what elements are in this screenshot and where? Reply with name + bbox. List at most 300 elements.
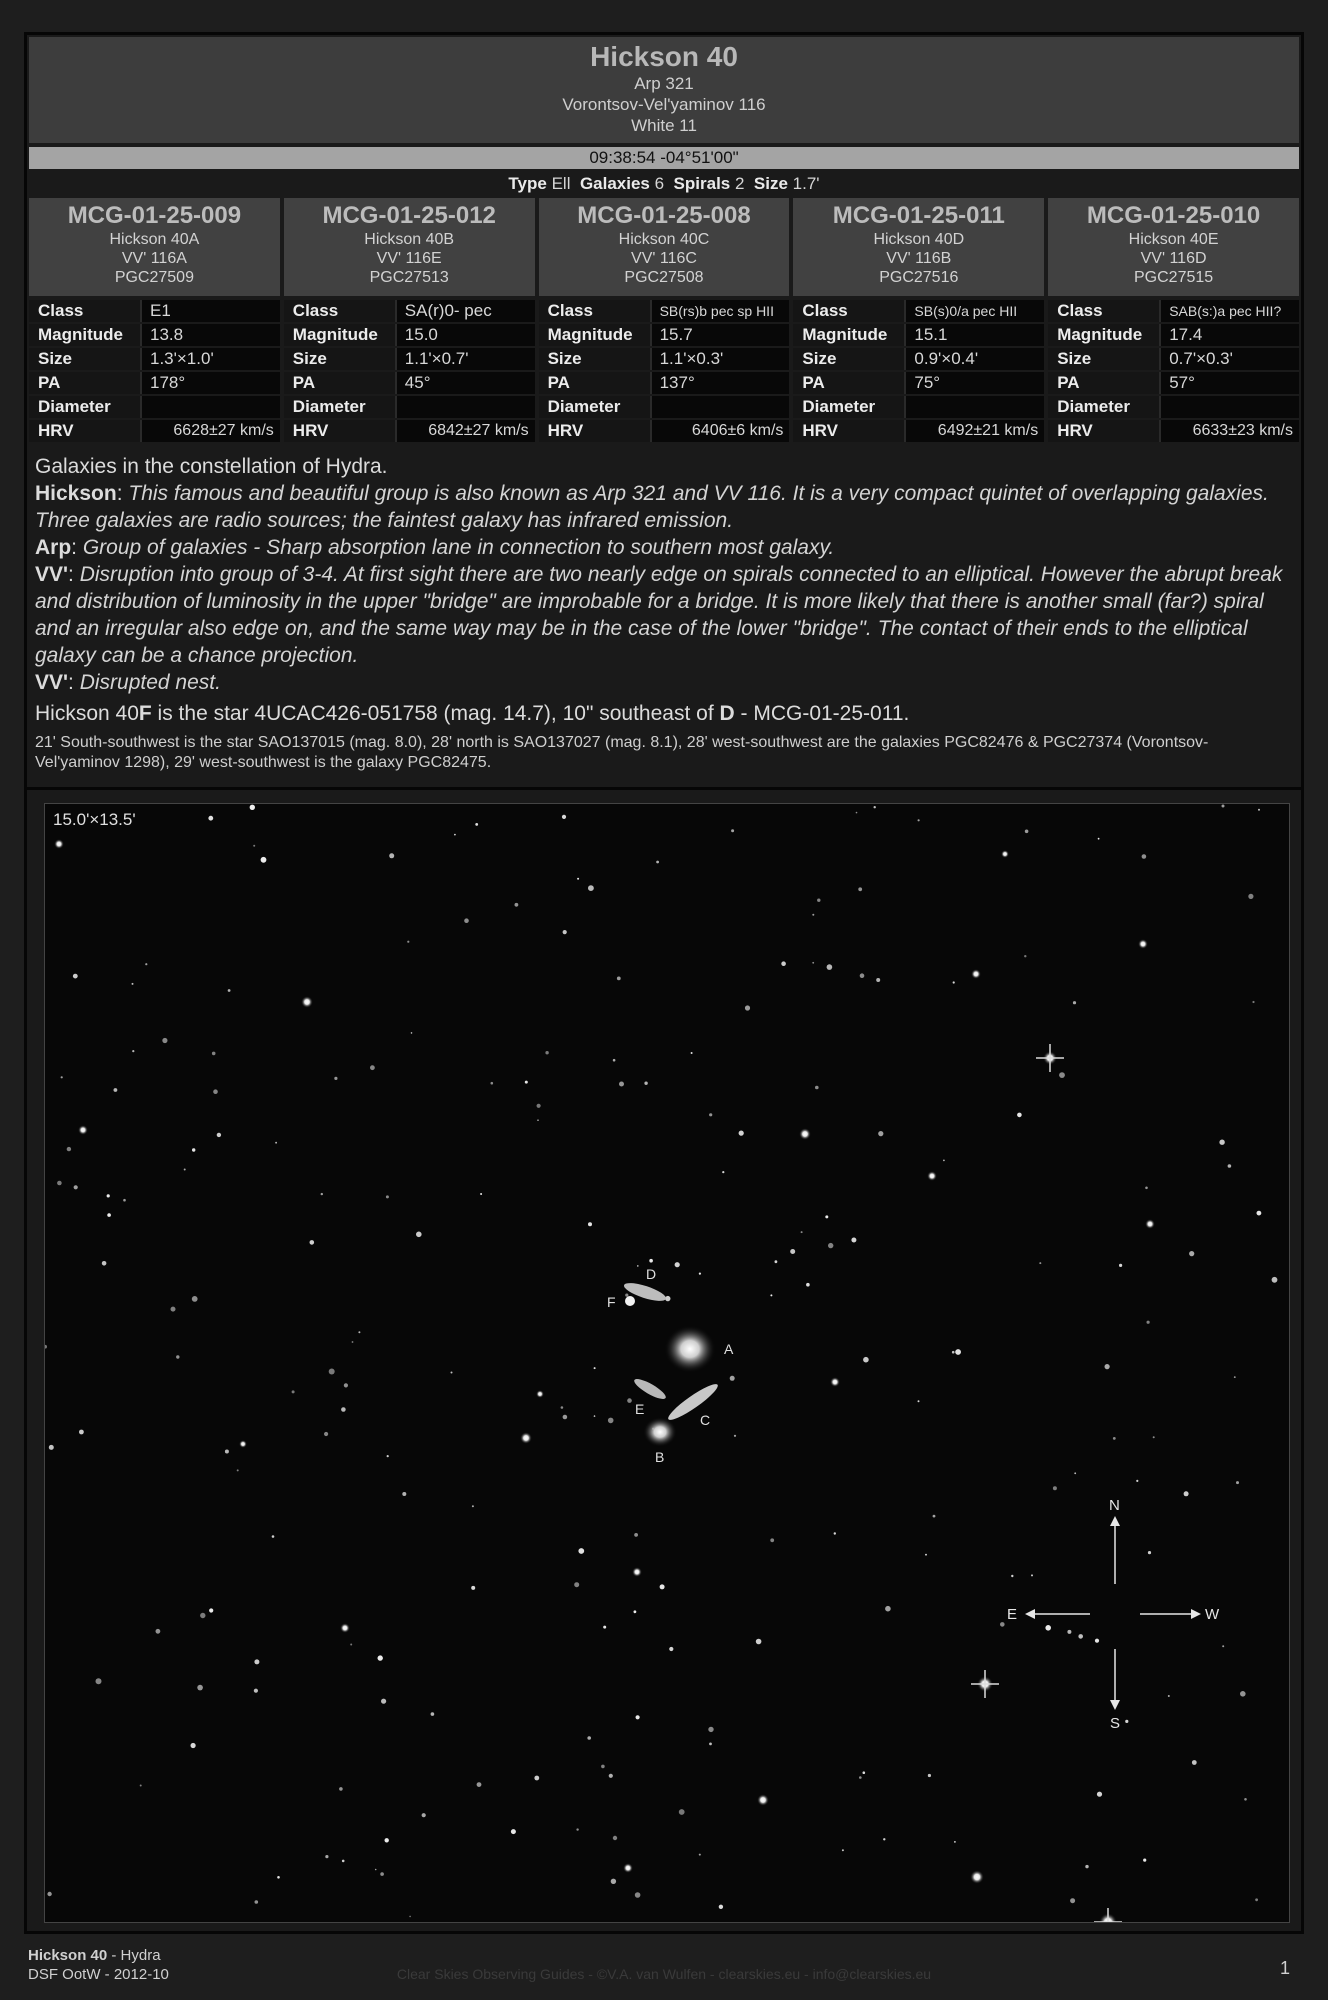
footer-object-name: Hickson 40 xyxy=(28,1947,108,1964)
star xyxy=(1222,1645,1224,1647)
star xyxy=(970,1870,984,1884)
star xyxy=(801,1231,803,1233)
star xyxy=(334,1077,337,1080)
star xyxy=(708,1727,713,1732)
star xyxy=(107,1194,110,1197)
galaxies-value: 6 xyxy=(654,174,665,193)
star xyxy=(799,1128,811,1140)
arp-text: Group of galaxies - Sharp absorption lane in connection to southern most galaxy. xyxy=(82,536,835,559)
star xyxy=(719,1905,723,1909)
star xyxy=(874,806,876,808)
star xyxy=(197,1685,203,1691)
star xyxy=(1222,805,1225,808)
star xyxy=(1255,1898,1258,1901)
hrv-label: HRV xyxy=(539,420,652,442)
star xyxy=(699,1854,701,1856)
star xyxy=(385,1838,389,1842)
star xyxy=(471,1586,475,1590)
star-f-image xyxy=(625,1296,635,1306)
galaxy-b-image xyxy=(643,1417,677,1447)
class-label: Class xyxy=(29,300,142,322)
star xyxy=(883,1838,885,1840)
magnitude-value: 15.1 xyxy=(906,324,1044,346)
star xyxy=(609,1774,613,1778)
galaxy-properties xyxy=(29,300,280,442)
label-d: D xyxy=(646,1266,657,1282)
size-label: Size xyxy=(753,174,788,193)
class-label: Class xyxy=(1048,300,1161,322)
star xyxy=(1257,1211,1262,1216)
star xyxy=(928,1774,931,1777)
size-value: 1.7' xyxy=(792,174,820,193)
magnitude-label: Magnitude xyxy=(539,324,652,346)
galaxy-column xyxy=(539,198,790,450)
star xyxy=(1272,1277,1278,1283)
star xyxy=(574,1582,579,1587)
star xyxy=(756,1639,762,1645)
star xyxy=(1085,1865,1088,1868)
star xyxy=(876,978,880,982)
hrv-label: HRV xyxy=(284,420,397,442)
star xyxy=(292,1390,295,1393)
star xyxy=(577,878,579,880)
star xyxy=(515,903,519,907)
star xyxy=(57,1181,62,1186)
star xyxy=(1053,1486,1057,1490)
star xyxy=(375,1869,377,1871)
star xyxy=(73,974,78,979)
galaxy-alias-vv: VV' 116E xyxy=(376,250,442,267)
size-value: 1.1'×0.7' xyxy=(397,348,535,370)
star xyxy=(1148,1551,1151,1554)
spirals-value: 2 xyxy=(734,174,745,193)
galaxy-header xyxy=(793,198,1044,296)
compass-e: E xyxy=(1007,1606,1018,1623)
vv-note-paragraph: VV': Disrupted nest. xyxy=(35,671,221,694)
star xyxy=(806,1283,810,1287)
magnitude-label: Magnitude xyxy=(1048,324,1161,346)
star xyxy=(863,1771,866,1774)
star xyxy=(1258,809,1260,811)
pa-label: PA xyxy=(29,372,142,394)
size-value: 0.7'×0.3' xyxy=(1161,348,1299,370)
star xyxy=(781,961,786,966)
star xyxy=(370,1065,375,1070)
star xyxy=(491,1082,494,1085)
pa-label: PA xyxy=(793,372,906,394)
size-label: Size xyxy=(284,348,397,370)
star xyxy=(324,1432,328,1436)
star xyxy=(431,1712,435,1716)
alias-white: White 11 xyxy=(631,116,697,135)
star xyxy=(472,1505,474,1507)
size-row xyxy=(539,348,790,370)
star xyxy=(731,829,734,832)
pa-value: 57° xyxy=(1161,372,1299,394)
star xyxy=(184,1169,186,1171)
f-note-letter: F xyxy=(138,702,152,725)
star xyxy=(1073,1001,1076,1004)
star xyxy=(675,1262,680,1267)
star xyxy=(635,1892,641,1898)
star xyxy=(321,1193,323,1195)
star xyxy=(691,1052,693,1054)
hrv-value: 6406±6 km/s xyxy=(652,420,790,442)
star xyxy=(381,1699,386,1704)
hrv-value: 6633±23 km/s xyxy=(1161,420,1299,442)
hrv-row xyxy=(284,420,535,442)
magnitude-label: Magnitude xyxy=(29,324,142,346)
star xyxy=(730,1376,735,1381)
galaxy-columns xyxy=(29,198,1299,450)
star xyxy=(255,1900,259,1904)
star xyxy=(709,1113,712,1116)
galaxy-alias-vv: VV' 116D xyxy=(1140,250,1207,267)
star xyxy=(409,1916,411,1918)
star xyxy=(613,1836,617,1840)
star xyxy=(1228,1164,1232,1168)
star xyxy=(588,1222,592,1226)
class-value: E1 xyxy=(142,300,280,322)
star xyxy=(722,1171,724,1173)
star xyxy=(955,1349,961,1355)
star xyxy=(1184,1491,1189,1496)
class-row xyxy=(1048,300,1299,322)
star xyxy=(329,1369,335,1375)
star xyxy=(830,1377,840,1387)
galaxy-name: MCG-01-25-010 xyxy=(1086,202,1261,229)
star xyxy=(625,1294,628,1297)
galaxy-header xyxy=(1048,198,1299,296)
star xyxy=(341,1407,346,1412)
star xyxy=(1024,955,1026,957)
star xyxy=(927,1171,937,1181)
star xyxy=(389,853,394,858)
star xyxy=(228,989,231,992)
magnitude-row xyxy=(29,324,280,346)
size-row xyxy=(793,348,1044,370)
star xyxy=(237,1469,239,1471)
star xyxy=(858,887,862,891)
footer-series: DSF OotW - 2012-10 xyxy=(28,1966,169,1983)
star xyxy=(416,1232,422,1238)
star xyxy=(1147,1321,1150,1324)
star xyxy=(637,1265,639,1267)
compass-n: N xyxy=(1109,1497,1120,1514)
star xyxy=(520,1432,532,1444)
galaxy-alias-hickson: Hickson 40D xyxy=(873,231,965,248)
star xyxy=(1017,1113,1022,1118)
star xyxy=(828,1243,833,1248)
star xyxy=(617,977,621,981)
star xyxy=(1138,939,1148,949)
magnitude-value: 15.7 xyxy=(652,324,790,346)
star xyxy=(1119,1264,1122,1267)
size-row xyxy=(1048,348,1299,370)
star xyxy=(588,885,594,891)
star xyxy=(380,1872,384,1876)
label-c: C xyxy=(700,1412,711,1428)
class-value: SAB(s:)a pec HII? xyxy=(1161,300,1299,322)
star xyxy=(254,1689,258,1693)
star xyxy=(669,1647,673,1651)
galaxy-alias-hickson: Hickson 40C xyxy=(618,231,710,248)
vv-note-label: VV' xyxy=(35,671,69,694)
hickson-paragraph: Hickson: This famous and beautiful group is also known as Arp 321 and VV 116. It is a very compact quintet of overlapping galaxies. Three galaxies are radio sources; the faintest galaxy has infrared emission. xyxy=(35,482,1269,532)
star xyxy=(387,1455,389,1457)
star xyxy=(1219,1140,1224,1145)
star xyxy=(563,930,567,934)
page-number: 1 xyxy=(1279,1958,1290,1978)
galaxy-alias-pgc: PGC27515 xyxy=(1134,269,1214,286)
star xyxy=(208,816,213,821)
magnitude-label: Magnitude xyxy=(284,324,397,346)
star xyxy=(45,1345,47,1349)
spirals-label: Spirals xyxy=(673,174,731,193)
star xyxy=(96,1678,102,1684)
star xyxy=(812,914,814,916)
class-row xyxy=(793,300,1044,322)
star xyxy=(1145,1187,1148,1190)
star xyxy=(386,1195,389,1198)
star xyxy=(511,1829,516,1834)
label-e: E xyxy=(635,1401,645,1417)
galaxy-name: MCG-01-25-008 xyxy=(577,202,751,229)
galaxy-column xyxy=(793,198,1044,450)
galaxy-properties xyxy=(793,300,1044,442)
star xyxy=(775,1260,778,1263)
hrv-value: 6628±27 km/s xyxy=(142,420,280,442)
vv-note-text: Disrupted nest. xyxy=(79,671,221,694)
star xyxy=(1097,1792,1102,1797)
section-divider xyxy=(27,787,1301,790)
star xyxy=(1240,1691,1246,1697)
star xyxy=(253,845,255,847)
pa-row xyxy=(539,372,790,394)
star xyxy=(739,1131,744,1136)
star xyxy=(1074,1472,1076,1474)
star xyxy=(325,1855,328,1858)
star xyxy=(587,1736,591,1740)
magnitude-row xyxy=(793,324,1044,346)
star xyxy=(310,1240,315,1245)
star xyxy=(611,1879,616,1884)
pa-value: 45° xyxy=(397,372,535,394)
star xyxy=(74,1185,78,1189)
star xyxy=(953,981,955,983)
star xyxy=(634,1610,637,1613)
star xyxy=(634,1533,638,1537)
star xyxy=(1153,1436,1155,1438)
star xyxy=(619,1082,624,1087)
star xyxy=(561,1406,564,1409)
star xyxy=(200,1613,205,1618)
compass-w: W xyxy=(1205,1606,1220,1623)
star xyxy=(918,819,920,821)
star xyxy=(192,1148,195,1151)
star xyxy=(1070,1898,1075,1903)
star xyxy=(562,815,566,819)
diameter-row xyxy=(1048,396,1299,418)
galaxy-header xyxy=(539,198,790,296)
coordinates-bar: 09:38:54 -04°51'00" xyxy=(29,147,1299,169)
star xyxy=(856,812,858,814)
type-label: Type xyxy=(508,174,547,193)
compass-s: S xyxy=(1110,1715,1121,1732)
star xyxy=(745,1005,750,1010)
star xyxy=(339,1787,343,1791)
hrv-row xyxy=(793,420,1044,442)
pa-value: 137° xyxy=(652,372,790,394)
star xyxy=(1189,1251,1194,1256)
arp-label: Arp xyxy=(35,536,72,559)
star xyxy=(812,962,814,964)
magnitude-label: Magnitude xyxy=(793,324,906,346)
magnitude-value: 15.0 xyxy=(397,324,535,346)
star xyxy=(275,1142,277,1144)
star xyxy=(863,1357,869,1363)
star xyxy=(815,1086,819,1090)
star xyxy=(860,973,865,978)
hrv-label: HRV xyxy=(29,420,142,442)
f-note-end: - MCG-01-25-011. xyxy=(734,702,910,725)
diameter-label: Diameter xyxy=(284,396,397,418)
star xyxy=(679,1809,685,1815)
description xyxy=(35,453,1293,773)
galaxy-name: MCG-01-25-009 xyxy=(67,202,242,229)
galaxies-label: Galaxies xyxy=(579,174,650,193)
field-of-view-label: 15.0'×13.5' xyxy=(53,810,136,829)
diameter-value xyxy=(397,396,535,418)
star xyxy=(272,1535,275,1538)
star xyxy=(407,941,409,943)
galaxy-alias-hickson: Hickson 40B xyxy=(364,231,455,248)
star xyxy=(790,1249,795,1254)
galaxy-alias-pgc: PGC27508 xyxy=(624,269,704,286)
star xyxy=(1045,1625,1051,1631)
size-row xyxy=(284,348,535,370)
star xyxy=(545,1051,548,1054)
star xyxy=(107,1213,111,1217)
star xyxy=(261,857,267,863)
galaxy-column xyxy=(284,198,535,450)
star xyxy=(464,918,469,923)
galaxy-alias-vv: VV' 116A xyxy=(121,250,187,267)
star xyxy=(1145,1219,1155,1229)
alias-vv: Vorontsov-Vel'yaminov 116 xyxy=(562,95,766,114)
hrv-row xyxy=(539,420,790,442)
size-value: 1.1'×0.3' xyxy=(652,348,790,370)
star xyxy=(699,1273,701,1275)
sky-image xyxy=(44,803,1290,1923)
compass xyxy=(1007,1497,1220,1732)
f-note-middle: is the star 4UCAC426-051758 (mag. 14.7), 10" southeast of xyxy=(151,702,720,725)
star xyxy=(1136,1480,1138,1482)
star xyxy=(123,1199,126,1202)
star xyxy=(1192,1760,1197,1765)
star xyxy=(1105,1364,1110,1369)
star xyxy=(1067,1630,1071,1634)
star xyxy=(191,1743,196,1748)
f-note xyxy=(35,700,1293,727)
magnitude-value: 13.8 xyxy=(142,324,280,346)
star xyxy=(301,996,313,1008)
galaxy-column xyxy=(1048,198,1299,450)
star xyxy=(1168,1695,1170,1697)
star xyxy=(358,1331,360,1333)
star xyxy=(709,1743,712,1746)
star xyxy=(1000,1622,1005,1627)
star xyxy=(350,1644,352,1646)
galaxy-alias-hickson: Hickson 40E xyxy=(1128,231,1219,248)
size-label: Size xyxy=(539,348,652,370)
hrv-value: 6492±21 km/s xyxy=(906,420,1044,442)
star xyxy=(578,1548,584,1554)
star xyxy=(1078,1634,1083,1639)
star xyxy=(603,1626,606,1629)
size-label: Size xyxy=(29,348,142,370)
size-row xyxy=(29,348,280,370)
star xyxy=(627,1398,632,1403)
star xyxy=(162,1038,167,1043)
star xyxy=(1095,1639,1099,1643)
class-row xyxy=(539,300,790,322)
guide-frame xyxy=(24,32,1304,1934)
class-row xyxy=(284,300,535,322)
galaxy-name: MCG-01-25-012 xyxy=(322,202,496,229)
hrv-label: HRV xyxy=(793,420,906,442)
type-value: Ell xyxy=(551,174,571,193)
pa-row xyxy=(1048,372,1299,394)
star xyxy=(734,1435,736,1437)
size-label: Size xyxy=(1048,348,1161,370)
star xyxy=(878,1131,883,1136)
star xyxy=(925,1554,927,1556)
star xyxy=(536,1390,544,1398)
star xyxy=(213,1089,218,1094)
star xyxy=(660,1584,665,1589)
star xyxy=(176,1355,179,1358)
diameter-row xyxy=(29,396,280,418)
size-value: 1.3'×1.0' xyxy=(142,348,280,370)
star xyxy=(480,1193,482,1195)
star xyxy=(842,1849,844,1851)
star xyxy=(632,1567,642,1577)
star xyxy=(608,1418,614,1424)
diameter-row xyxy=(539,396,790,418)
star xyxy=(952,1351,955,1354)
vv-text: Disruption into group of 3-4. At first sight there are two nearly edge on spirals connected to an elliptical. However the abrupt break and distribution of luminosity in the upper "bridge" are improbable for a bridge. It is more likely that there is another small (far?) spiral and an irregular also edge on, and the same way may be in the case of the lower "bridge". The contact of their ends to the elliptical galaxy can be a chance projection. xyxy=(35,563,1283,667)
star xyxy=(140,1785,142,1787)
star xyxy=(79,1430,84,1435)
class-value: SA(r)0- pec xyxy=(397,300,535,322)
star xyxy=(613,1059,616,1062)
star xyxy=(378,1655,383,1660)
star xyxy=(1234,1376,1236,1378)
star xyxy=(594,1367,596,1369)
class-value: SB(rs)b pec sp HII xyxy=(652,300,790,322)
star xyxy=(825,1215,828,1218)
hickson-text: This famous and beautiful group is also known as Arp 321 and VV 116. It is a very compact quintet of overlapping galaxies. Three galaxies are radio sources; the faintest galaxy has infrared emission. xyxy=(35,482,1269,532)
footer-credit: Clear Skies Observing Guides - ©V.A. van Wulfen - clearskies.eu - info@clearskies.eu xyxy=(396,1966,932,1982)
hrv-row xyxy=(29,420,280,442)
star xyxy=(817,899,820,902)
galaxy-a-image xyxy=(664,1325,716,1373)
galaxy-header xyxy=(284,198,535,296)
hrv-label: HRV xyxy=(1048,420,1161,442)
star xyxy=(171,1307,176,1312)
star xyxy=(1098,838,1100,840)
